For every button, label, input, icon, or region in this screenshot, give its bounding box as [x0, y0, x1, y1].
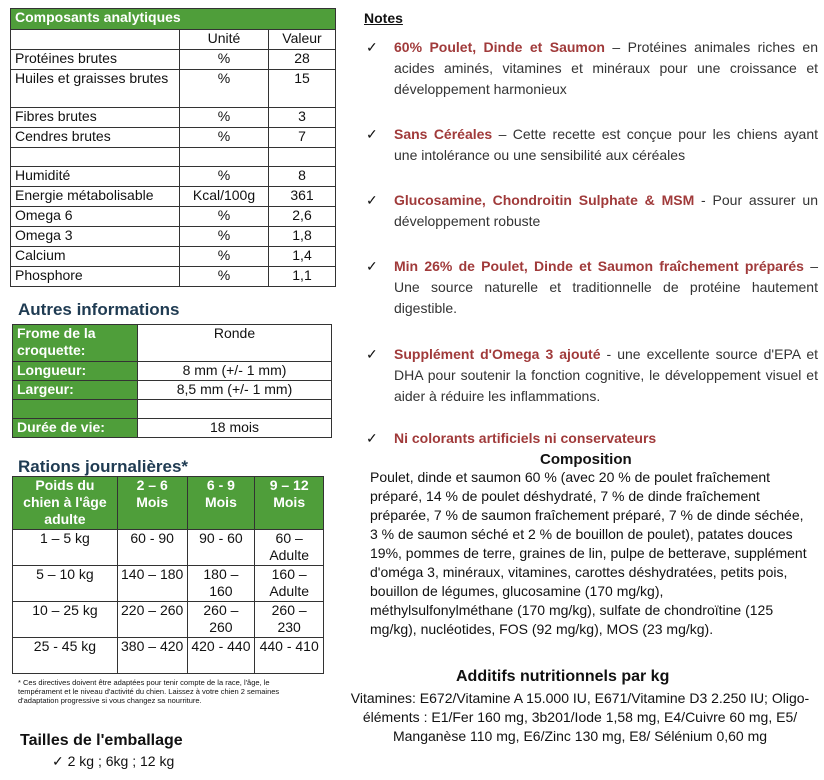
additifs-title: Additifs nutritionnels par kg [456, 668, 670, 685]
note-emphasis: Sans Céréales [394, 126, 493, 142]
composant-name [11, 148, 180, 167]
note-text: – Protéines animales riches en acides aminés, vitamines et minéraux pour une croissance et développement harmonieux [394, 39, 818, 97]
rations-cell: 140 – 180 [117, 566, 187, 602]
emballage-sizes: ✓ 2 kg ; 6kg ; 12 kg [52, 753, 175, 769]
rations-cell: 1 – 5 kg [13, 530, 118, 566]
rations-cell: 260 – 230 [255, 602, 324, 638]
autres-row [13, 400, 332, 419]
note-text: – Une source naturelle et traditionnelle de protéine hautement digestible. [394, 258, 818, 316]
composant-value: 1,8 [269, 227, 336, 247]
note-text: - Pour assurer un développement robuste [394, 192, 818, 229]
check-icon: ✓ [366, 346, 378, 362]
rations-table [12, 476, 324, 674]
rations-row [13, 566, 324, 602]
autres-value: 8,5 mm (+/- 1 mm) [138, 381, 332, 400]
note-emphasis: Glucosamine, Chondroitin Sulphate & MSM [394, 192, 695, 208]
autres-label [13, 400, 138, 419]
composition-text: Poulet, dinde et saumon 60 % (avec 20 % de poulet fraîchement préparé, 14 % de poulet déshydraté, 7 % de dinde fraîchement préparée, 7 % de saumon fraîchement préparé, 7 % de dinde séchée, 3 % de saumon séché et 2 % de bouillon de poulet), patates douces 19%, pommes de terre, graines de lin, pulpe de betterave, supplément d'oméga 3, minéraux, vitamines, carottes déshydratées, petits pois, bouillon de légumes, glucosamine (170 mg/kg), méthylsulfonylméthane (170 mg/kg), sulfate de chondroïtine (125 mg/kg), nucléotides, FOS (92 mg/kg), MOS (23 mg/kg). [370, 469, 807, 637]
composition-title: Composition [540, 451, 632, 468]
rations-cell: 220 – 260 [117, 602, 187, 638]
composant-unit [180, 148, 269, 167]
composant-row [11, 108, 336, 128]
rations-cell: 5 – 10 kg [13, 566, 118, 602]
composant-name: Energie métabolisable [11, 187, 180, 207]
note-item [366, 124, 818, 166]
autres-value [138, 400, 332, 419]
composant-value: 1,1 [269, 267, 336, 287]
autres-label: Largeur: [13, 381, 138, 400]
note-item [366, 428, 818, 449]
composant-row [11, 70, 336, 108]
rations-cell: 440 - 410 [255, 638, 324, 674]
check-icon: ✓ [366, 258, 378, 274]
rations-header: 6 - 9 Mois [187, 477, 255, 530]
autres-value: 18 mois [138, 419, 332, 438]
rations-header: 2 – 6 Mois [117, 477, 187, 530]
rations-header-row [13, 477, 324, 530]
note-emphasis: Min 26% de Poulet, Dinde et Saumon fraîchement préparés [394, 258, 804, 274]
composant-unit: % [180, 267, 269, 287]
notes-title: Notes [364, 10, 403, 26]
composant-value: 7 [269, 128, 336, 148]
check-icon: ✓ [366, 39, 378, 55]
composant-name: Humidité [11, 167, 180, 187]
note-item [366, 344, 818, 407]
composant-unit: % [180, 70, 269, 108]
check-icon: ✓ [366, 126, 378, 142]
rations-row [13, 602, 324, 638]
rations-cell: 260 – 260 [187, 602, 255, 638]
composant-name: Fibres brutes [11, 108, 180, 128]
rations-cell: 420 - 440 [187, 638, 255, 674]
autres-table [12, 324, 332, 438]
composant-unit: % [180, 128, 269, 148]
rations-cell: 10 – 25 kg [13, 602, 118, 638]
note-emphasis: 60% Poulet, Dinde et Saumon [394, 39, 605, 55]
rations-row [13, 530, 324, 566]
composant-value [269, 148, 336, 167]
composant-value: 1,4 [269, 247, 336, 267]
rations-title: Rations journalières* [18, 457, 189, 476]
autres-row [13, 381, 332, 400]
composant-name: Phosphore [11, 267, 180, 287]
composant-unit: % [180, 50, 269, 70]
rations-cell: 60 - 90 [117, 530, 187, 566]
additifs-text: Vitamines: E672/Vitamine A 15.000 IU, E671/Vitamine D3 2.250 IU; Oligo-éléments : E1/Fer 160 mg, 3b201/Iode 1,58 mg, E4/Cuivre 60 mg, E5/ Manganèse 110 mg, E6/Zinc 130 mg, E8/ Sélénium 0,60 mg [350, 690, 810, 744]
composant-row [11, 167, 336, 187]
note-item [366, 190, 818, 232]
autres-label: Frome de la croquette: [13, 325, 138, 362]
composant-unit: % [180, 108, 269, 128]
rations-cell: 25 - 45 kg [13, 638, 118, 674]
composant-unit: % [180, 227, 269, 247]
composant-value: 28 [269, 50, 336, 70]
composant-name: Omega 3 [11, 227, 180, 247]
composant-value: 361 [269, 187, 336, 207]
autres-row [13, 325, 332, 362]
note-item [366, 37, 818, 100]
autres-label: Longueur: [13, 362, 138, 381]
rations-cell: 180 – 160 [187, 566, 255, 602]
col-valeur: Valeur [269, 30, 336, 50]
composant-row [11, 267, 336, 287]
rations-row [13, 638, 324, 674]
composants-title: Composants analytiques [11, 9, 336, 30]
emballage-title: Tailles de l'emballage [20, 732, 183, 749]
autres-title: Autres informations [18, 300, 180, 319]
composants-rows [11, 50, 336, 287]
composants-table [10, 8, 336, 287]
composant-name: Protéines brutes [11, 50, 180, 70]
autres-row [13, 419, 332, 438]
composant-unit: % [180, 207, 269, 227]
check-icon: ✓ [366, 430, 378, 446]
rations-cell: 380 – 420 [117, 638, 187, 674]
composant-unit: % [180, 247, 269, 267]
composant-value: 15 [269, 70, 336, 108]
composant-unit: Kcal/100g [180, 187, 269, 207]
rations-cell: 90 - 60 [187, 530, 255, 566]
check-icon: ✓ [366, 192, 378, 208]
rations-footnote: * Ces directives doivent être adaptées pour tenir compte de la race, l'âge, le tempérament et le niveau d'activité du chien. Laissez à votre chien 2 semaines d'adaptation progressive si vous changez sa nourriture. [18, 678, 280, 705]
composant-row [11, 50, 336, 70]
col-unite: Unité [180, 30, 269, 50]
note-text: – Cette recette est conçue pour les chiens ayant une intolérance ou une sensibilité aux céréales [394, 126, 819, 163]
composant-unit: % [180, 167, 269, 187]
composant-value: 8 [269, 167, 336, 187]
note-item [366, 256, 818, 319]
composant-name: Cendres brutes [11, 128, 180, 148]
autres-value: 8 mm (+/- 1 mm) [138, 362, 332, 381]
composant-row [11, 247, 336, 267]
composant-name: Huiles et graisses brutes [11, 70, 180, 108]
note-emphasis: Supplément d'Omega 3 ajouté [394, 346, 601, 362]
composant-value: 3 [269, 108, 336, 128]
composant-row [11, 207, 336, 227]
composant-name: Omega 6 [11, 207, 180, 227]
autres-value: Ronde [138, 325, 332, 362]
composant-row [11, 148, 336, 167]
rations-cell: 160 – Adulte [255, 566, 324, 602]
composant-row [11, 128, 336, 148]
rations-header: Poids du chien à l'âge adulte [13, 477, 118, 530]
rations-header: 9 – 12 Mois [255, 477, 324, 530]
autres-row [13, 362, 332, 381]
composant-row [11, 187, 336, 207]
composant-row [11, 227, 336, 247]
autres-label: Durée de vie: [13, 419, 138, 438]
rations-cell: 60 – Adulte [255, 530, 324, 566]
note-text: - une excellente source d'EPA et DHA pour soutenir la fonction cognitive, le développement visuel et aider à réduire les inflammations. [394, 346, 818, 404]
composant-value: 2,6 [269, 207, 336, 227]
note-emphasis: Ni colorants artificiels ni conservateurs [394, 430, 657, 446]
composant-name: Calcium [11, 247, 180, 267]
